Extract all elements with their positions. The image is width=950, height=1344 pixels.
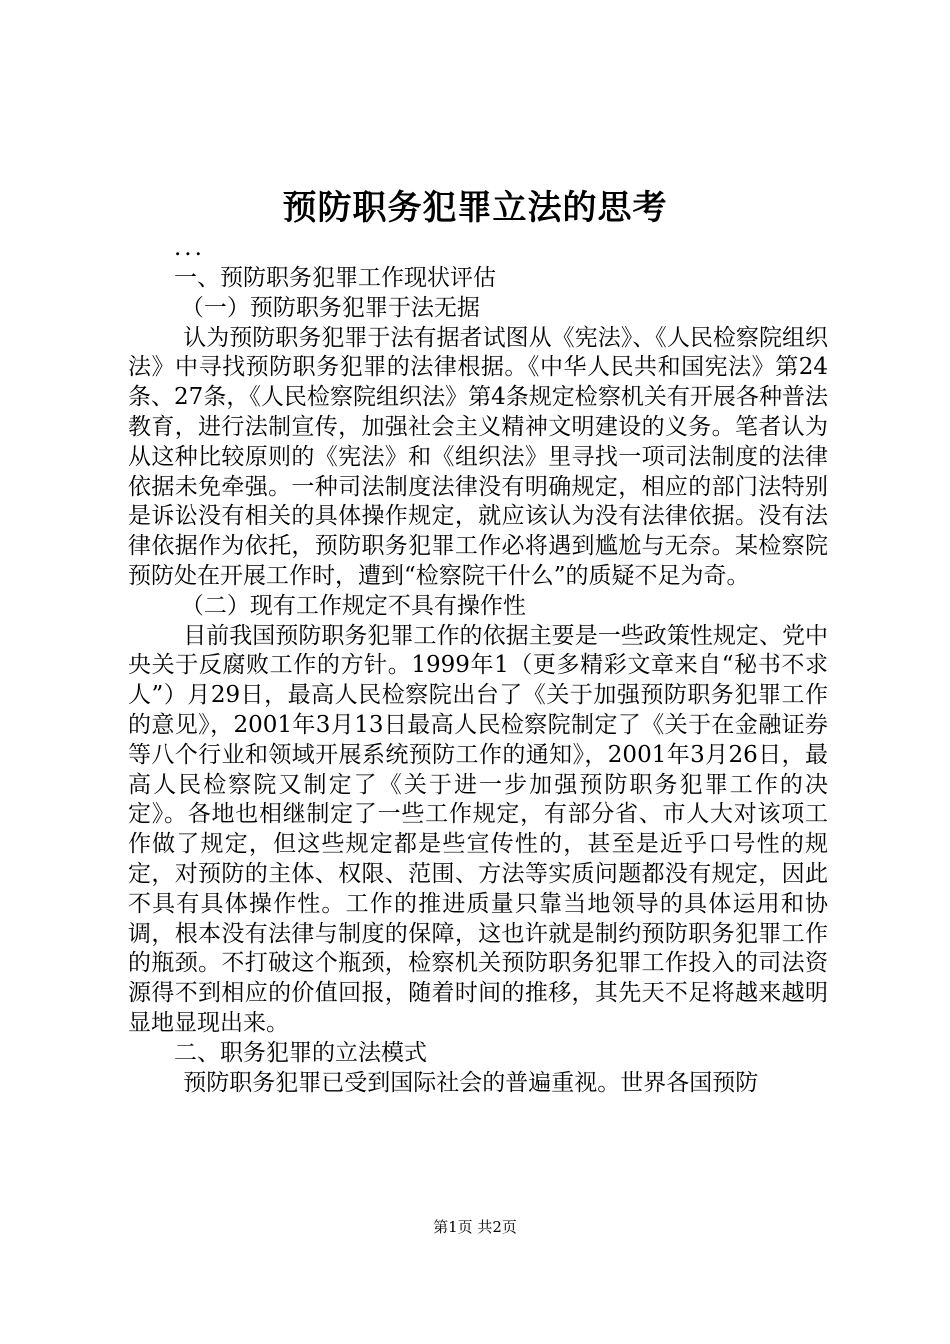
page-footer: 第1页 共2页 [433, 1218, 517, 1236]
document-body [128, 235, 828, 1098]
body-paragraph-1: 认为预防职务犯罪于法有据者试图从《宪法》、《人民检察院组织法》中寻找预防职务犯罪的法律根据。《中华人民共和国宪法》第24条、27条，《人民检察院组织法》第4条规定检察机关有开展各种普法教育，进行法制宣传，加强社会主义精神文明建设的义务。笔者认为从这种比较原则的《宪法》和《组织法》里寻找一项司法制度的法律依据未免牵强。一种司法制度法律没有明确规定，相应的部门法特别是诉讼没有相关的具体操作规定，就应该认为没有法律依据。没有法律依据作为依托，预防职务犯罪工作必将遇到尴尬与无奈。某检察院预防处在开展工作时，遭到“检察院干什么”的质疑不足为奇。 [128, 324, 828, 589]
section-heading-2: 二、职务犯罪的立法模式 [174, 1039, 427, 1066]
body-paragraph-2: 目前我国预防职务犯罪工作的依据主要是一些政策性规定、党中央关于反腐败工作的方针。1999年1（更多精彩文章来自“秘书不求人”）月29日，最高人民检察院出台了《关于加强预防职务犯罪工作的意见》，2001年3月13日最高人民检察院制定了《关于在金融证券等八个行业和领域开展系统预防工作的通知》，2001年3月26日，最高人民检察院又制定了《关于进一步加强预防职务犯罪工作的决定》。各地也相继制定了一些工作规定，有部分省、市人大对该项工作做了规定，但这些规定都是些宣传性的，甚至是近乎口号性的规定，对预防的主体、权限、范围、方法等实质问题都没有规定，因此不具有具体操作性。工作的推进质量只靠当地领导的具体运用和协调，根本没有法律与制度的保障，这也许就是制约预防职务犯罪工作的瓶颈。不打破这个瓶颈，检察机关预防职务犯罪工作投入的司法资源得不到相应的价值回报，随着时间的推移，其先天不足将越来越明显地显现出来。 [128, 622, 828, 1036]
subsection-heading-2: （二）现有工作规定不具有操作性 [180, 592, 526, 619]
ellipsis-marker: ... [174, 235, 205, 261]
document-title: 预防职务犯罪立法的思考 [282, 188, 668, 228]
section-heading-1: 一、预防职务犯罪工作现状评估 [174, 265, 496, 291]
body-paragraph-3: 预防职务犯罪已受到国际社会的普遍重视。世界各国预防 [183, 1069, 759, 1096]
subsection-heading-1: （一）预防职务犯罪于法无据 [180, 294, 480, 321]
